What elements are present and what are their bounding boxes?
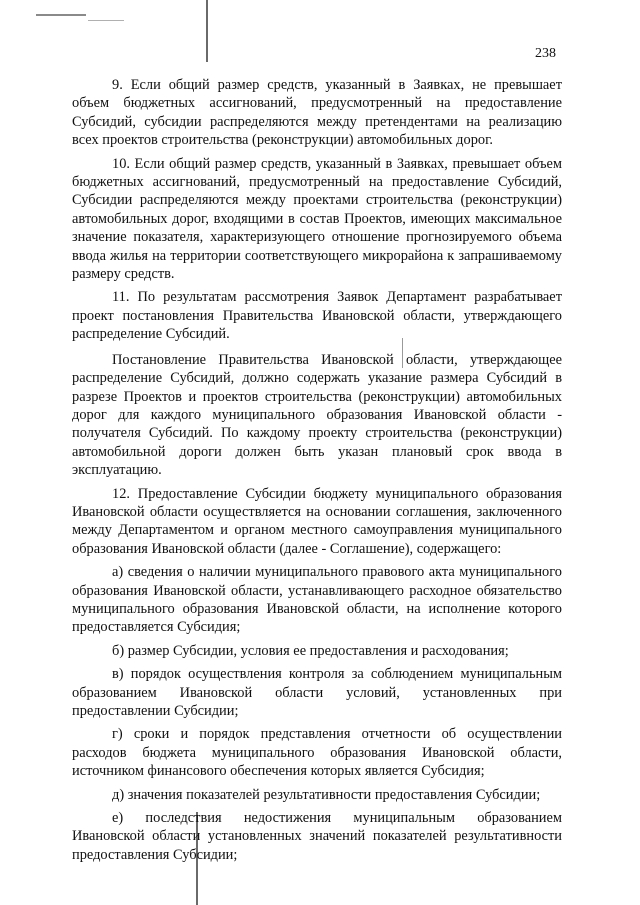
- list-item-b: б) размер Субсидии, условия ее предоставления и расходования;: [112, 642, 509, 659]
- scan-artifact-line: [88, 20, 124, 21]
- list-item-a: а) сведения о наличии муниципального правового акта муниципального образования Ивановской области, устанавливающего расходное обязательство муниципального образования Ивановской области, на исполнение которого предоставляется Субсидия;: [72, 564, 562, 636]
- list-item-e: е) последствия недостижения муниципальным образованием Ивановской области установленных значений показателей результативности предоставления Субсидии;: [72, 810, 562, 863]
- paragraph-11: 11. По результатам рассмотрения Заявок Департамент разрабатывает проект постановления Правительства Ивановской области, утверждающего распределение Субсидий.: [72, 289, 562, 343]
- paragraph-9: 9. Если общий размер средств, указанный в Заявках, не превышает объем бюджетных ассигнований, предусмотренный на предоставление Субсидий, субсидии распределяются между претендентами на реализацию всех проектов строительства (реконструкции) автомобильных дорог.: [72, 77, 562, 149]
- scan-artifact-line: [36, 14, 86, 16]
- paragraph-resolution: Постановление Правительства Ивановской области, утверждающее распределение Субсидий, должно содержать указание размера Субсидий в разрезе Проектов и проектов строительства (реконструкции) автомобильных дорог для каждого муниципального образования Ивановской области - получателя Субсидий. По каждому проекту строительства (реконструкции) автомобильной дороги должен быть указан плановый срок ввода в эксплуатацию.: [72, 351, 562, 479]
- list-item-d: д) значения показателей результативности предоставления Субсидии;: [112, 786, 541, 803]
- list-item-g: г) сроки и порядок представления отчетности об осуществлении расходов бюджета муниципального образования Ивановской области, источником финансового обеспечения которых является Субсидия;: [72, 726, 562, 780]
- paragraph-12: 12. Предоставление Субсидии бюджету муниципального образования Ивановской области осуществляется на основании соглашения, заключенного между Департаментом и органом местного самоуправления муниципального образования Ивановской области (далее - Соглашение), содержащего:: [72, 485, 562, 557]
- binding-line: [206, 0, 208, 62]
- paragraph-10: 10. Если общий размер средств, указанный в Заявках, превышает объем бюджетных ассигнований, предусмотренный на предоставление Субсидий, Субсидии распределяются между проектами строительства (реконструкции) автомобильных дорог, входящими в состав Проектов, имеющих максимальное значение показателя, характеризующего отношение прогнозируемого объема ввода жилья на территории соответствующего микрорайона к запрашиваемому размеру средств.: [72, 155, 562, 283]
- document-body: [72, 76, 562, 869]
- page-number: 238: [535, 46, 556, 61]
- list-item-v: в) порядок осуществления контроля за соблюдением муниципальным образованием Ивановской области условий, установленных при предоставлении Субсидии;: [72, 666, 562, 719]
